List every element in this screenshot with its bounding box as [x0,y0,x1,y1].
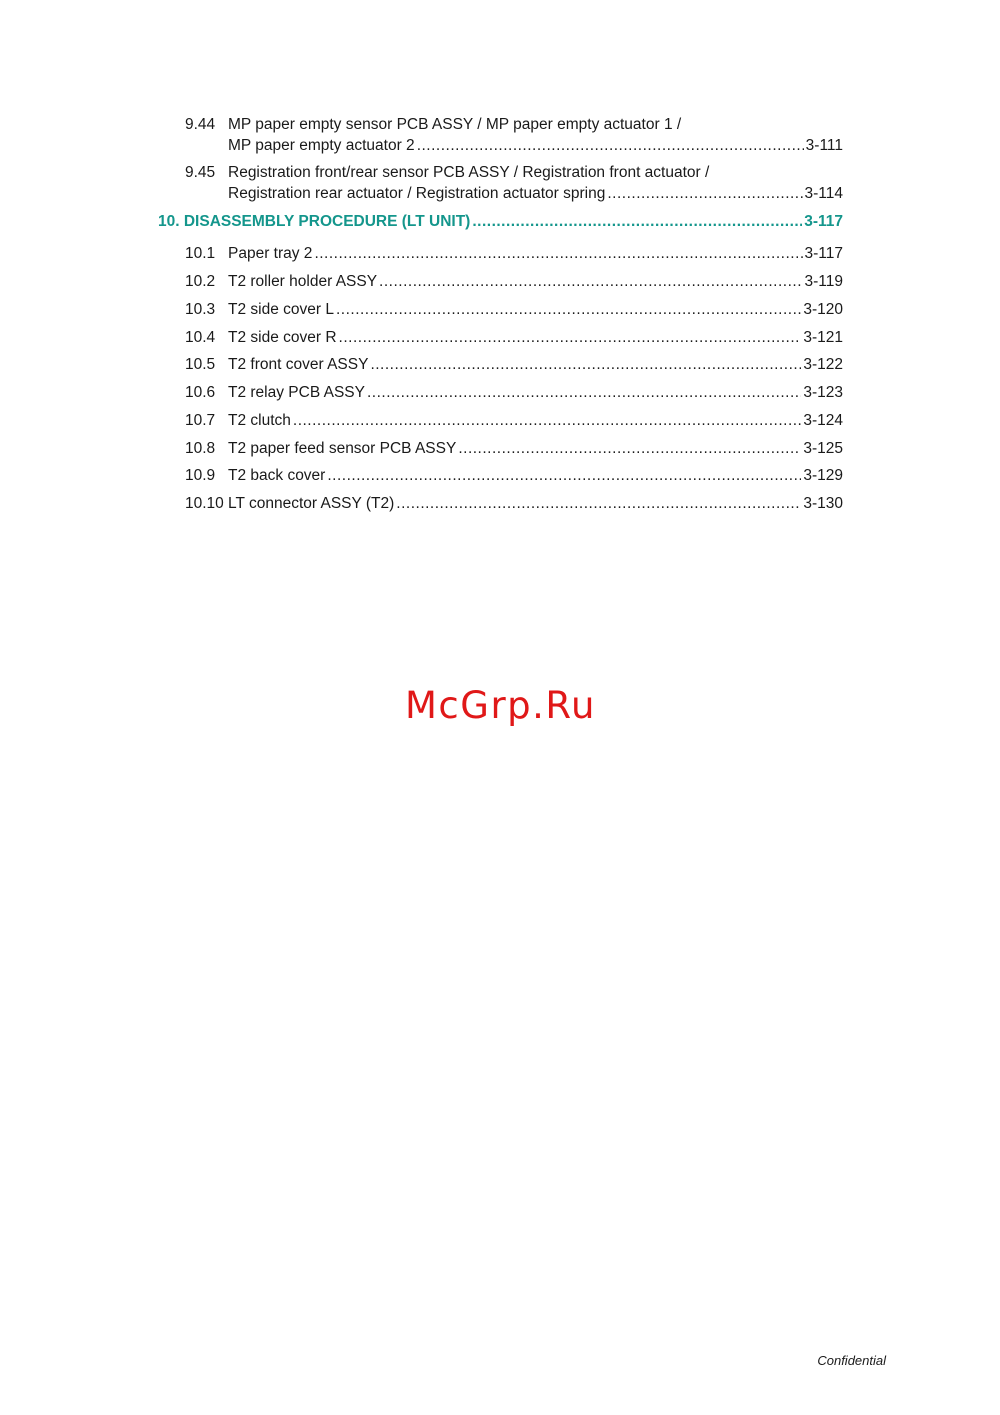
toc-entry-title: MP paper empty sensor PCB ASSY / MP paper empty actuator 1 / [228,116,682,133]
toc-chapter-line [158,211,843,232]
toc-entry-title: T2 relay PCB ASSY [228,384,365,401]
toc-entry-title: T2 front cover ASSY [228,356,369,373]
toc-entry-line [228,354,843,375]
toc-entry-title: LT connector ASSY (T2) [228,495,395,512]
toc-entry-10-3[interactable] [185,299,843,320]
toc-entry-page: 3-120 [803,301,843,318]
dot-leader [339,327,802,348]
toc-entry-title: T2 clutch [228,412,291,429]
toc-entry-number: 10.10 [185,495,224,512]
dot-leader [379,271,802,292]
toc-entry-title: Registration rear actuator / Registration actuator spring [228,185,606,202]
toc-entry-title: T2 roller holder ASSY [228,273,378,290]
toc-entry-page: 3-124 [803,412,843,429]
toc-entry-line [228,327,843,348]
toc-entry-10-2[interactable] [185,271,843,292]
dot-leader [417,135,804,156]
toc-entry-line [228,162,843,183]
toc-entry-page: 3-119 [804,273,843,290]
toc-entry-line [228,438,843,459]
toc-entry-line [228,135,843,156]
toc-entry-line [228,410,843,431]
dot-leader [396,493,801,514]
dot-leader [314,243,802,264]
toc-chapter-page: 3-117 [804,213,843,230]
toc-entry-number: 10.6 [185,384,216,401]
toc-entry-9-45[interactable] [185,162,843,204]
toc-entry-page: 3-129 [803,467,843,484]
toc-entry-number: 10.9 [185,467,216,484]
toc-entry-title: Registration front/rear sensor PCB ASSY / Registration front actuator / [228,164,710,181]
toc-entry-title: T2 side cover R [228,329,337,346]
toc-entry-number: 10.7 [185,412,216,429]
dot-leader [370,354,801,375]
toc-entry-number: 9.44 [185,116,216,133]
toc-entry-line [228,493,843,514]
toc-entry-number: 10.1 [185,245,216,262]
toc-entry-10-9[interactable] [185,465,843,486]
toc-entry-10-5[interactable] [185,354,843,375]
toc-entry-line [228,243,843,264]
toc-entry-title: T2 side cover L [228,301,334,318]
toc-entry-line [228,114,843,135]
toc-entry-10-6[interactable] [185,382,843,403]
toc-entry-title: T2 paper feed sensor PCB ASSY [228,440,457,457]
toc-entry-page: 3-130 [803,495,843,512]
dot-leader [367,382,801,403]
toc-entry-10-8[interactable] [185,438,843,459]
toc-entry-page: 3-123 [803,384,843,401]
dot-leader [458,438,801,459]
toc-entry-line [228,183,843,204]
toc-entry-page: 3-122 [803,356,843,373]
toc-entry-page: 3-114 [804,185,843,202]
toc-entry-number: 10.8 [185,440,216,457]
toc-entry-page: 3-125 [803,440,843,457]
dot-leader [336,299,801,320]
toc-entry-page: 3-121 [803,329,843,346]
toc-entry-9-44[interactable] [185,114,843,156]
toc-entry-10-4[interactable] [185,327,843,348]
dot-leader [607,183,802,204]
dot-leader [472,211,802,232]
toc-entry-line [228,299,843,320]
toc-entry-10-7[interactable] [185,410,843,431]
toc-entry-number: 10.2 [185,273,216,290]
footer-confidential: Confidential [817,1353,886,1368]
dot-leader [293,410,801,431]
toc-entry-title: Paper tray 2 [228,245,313,262]
toc-entry-page: 3-117 [804,245,843,262]
toc-entry-line [228,271,843,292]
toc-entry-10-1[interactable] [185,243,843,264]
watermark-logo: McGrp.Ru [405,684,596,727]
toc-chapter-10[interactable] [158,211,843,232]
toc-entry-10-10[interactable] [185,493,843,514]
toc-entry-title: MP paper empty actuator 2 [228,137,415,154]
toc-chapter-title: 10. DISASSEMBLY PROCEDURE (LT UNIT) [158,213,471,230]
dot-leader [327,465,801,486]
toc-entry-line [228,465,843,486]
toc-entry-title: T2 back cover [228,467,326,484]
toc-entry-number: 9.45 [185,164,216,181]
toc-entry-page: 3-111 [805,137,843,154]
toc-entry-number: 10.3 [185,301,216,318]
toc-entry-line [228,382,843,403]
toc-entry-number: 10.5 [185,356,216,373]
toc-entry-number: 10.4 [185,329,216,346]
